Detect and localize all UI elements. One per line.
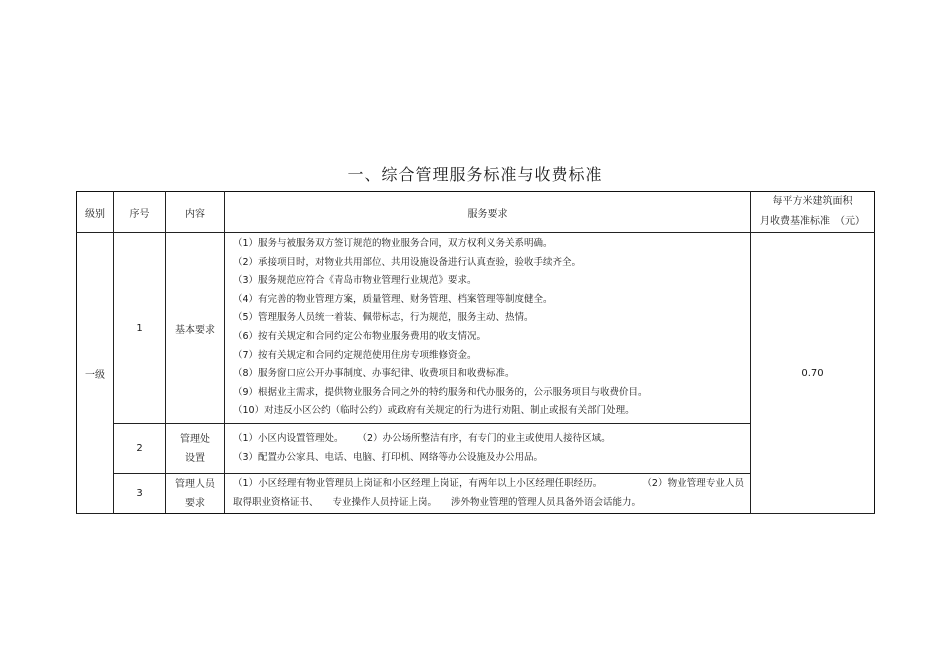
header-fee-line2: 月收费基准标准 （元） xyxy=(760,216,865,227)
table-header-row xyxy=(77,192,875,233)
requirement-item-2: （2）办公场所整洁有序，有专门的业主或使用人接待区域。 xyxy=(357,432,611,444)
row-content xyxy=(166,424,225,474)
row-content: 基本要求 xyxy=(166,233,225,424)
requirement-text-b: （2）物业管理专业人员取得职业资格证书、 xyxy=(233,477,744,508)
table-row xyxy=(77,233,875,424)
row-content-line2: 设置 xyxy=(185,452,205,464)
header-fee-line1: 每平方米建筑面积 xyxy=(772,196,853,207)
requirement-paragraph xyxy=(233,475,744,512)
row-content-line2: 要求 xyxy=(185,497,205,509)
row-content-line1: 管理人员 xyxy=(175,478,215,490)
requirement-item: （7）按有关规定和合同约定规范使用住房专项维修资金。 xyxy=(233,349,477,361)
requirement-item: （9）根据业主需求，提供物业服务合同之外的特约服务和代办服务的，公示服务项目与收费价目。 xyxy=(233,386,648,398)
requirement-text-a: （1）小区经理有物业管理员上岗证和小区经理上岗证，有两年以上小区经理任职经历。 xyxy=(233,477,603,489)
header-fee xyxy=(751,192,875,233)
requirement-item: （8）服务窗口应公开办事制度、办事纪律、收费项目和收费标准。 xyxy=(233,368,515,380)
header-level: 级别 xyxy=(77,192,114,233)
page-title: 一、综合管理服务标准与收费标准 xyxy=(347,165,603,184)
row-index: 1 xyxy=(114,233,166,424)
requirement-item-1: （1）小区内设置管理处。 xyxy=(233,432,344,444)
requirement-item: （2）承接项目时，对物业共用部位、共用设施设备进行认真查验，验收手续齐全。 xyxy=(233,256,582,268)
row-index: 2 xyxy=(114,424,166,474)
row-index: 3 xyxy=(114,474,166,514)
row-requirements xyxy=(225,233,751,424)
service-standard-table xyxy=(76,191,875,514)
row-requirements xyxy=(225,474,751,514)
header-index: 序号 xyxy=(114,192,166,233)
requirement-item: （3）服务规范应符合《青岛市物业管理行业规范》要求。 xyxy=(233,275,477,287)
requirement-text-d: 涉外物业管理的管理人员具备外语会话能力。 xyxy=(451,496,642,508)
requirement-item: （5）管理服务人员统一着装、佩带标志，行为规范，服务主动、热情。 xyxy=(233,312,534,324)
row-content-line1: 管理处 xyxy=(180,433,210,445)
requirement-item: （10）对违反小区公约（临时公约）或政府有关规定的行为进行劝阻、制止或报有关部门处理。 xyxy=(233,405,635,417)
requirement-text-c: 专业操作人员持证上岗。 xyxy=(332,496,438,508)
requirement-item: （3）配置办公家具、电话、电脑、打印机、网络等办公设施及办公用品。 xyxy=(233,451,544,463)
requirement-item: （4）有完善的物业管理方案，质量管理、财务管理、档案管理等制度健全。 xyxy=(233,293,553,305)
header-content: 内容 xyxy=(166,192,225,233)
row-content xyxy=(166,474,225,514)
requirement-item: （1）服务与被服务双方签订规范的物业服务合同，双方权利义务关系明确。 xyxy=(233,238,553,250)
row-requirements xyxy=(225,424,751,474)
fee-value: 0.70 xyxy=(751,233,875,514)
level-cell: 一级 xyxy=(77,233,114,514)
header-requirements: 服务要求 xyxy=(225,192,751,233)
requirement-item xyxy=(233,430,744,449)
requirement-item: （6）按有关规定和合同约定公布物业服务费用的收支情况。 xyxy=(233,331,487,342)
